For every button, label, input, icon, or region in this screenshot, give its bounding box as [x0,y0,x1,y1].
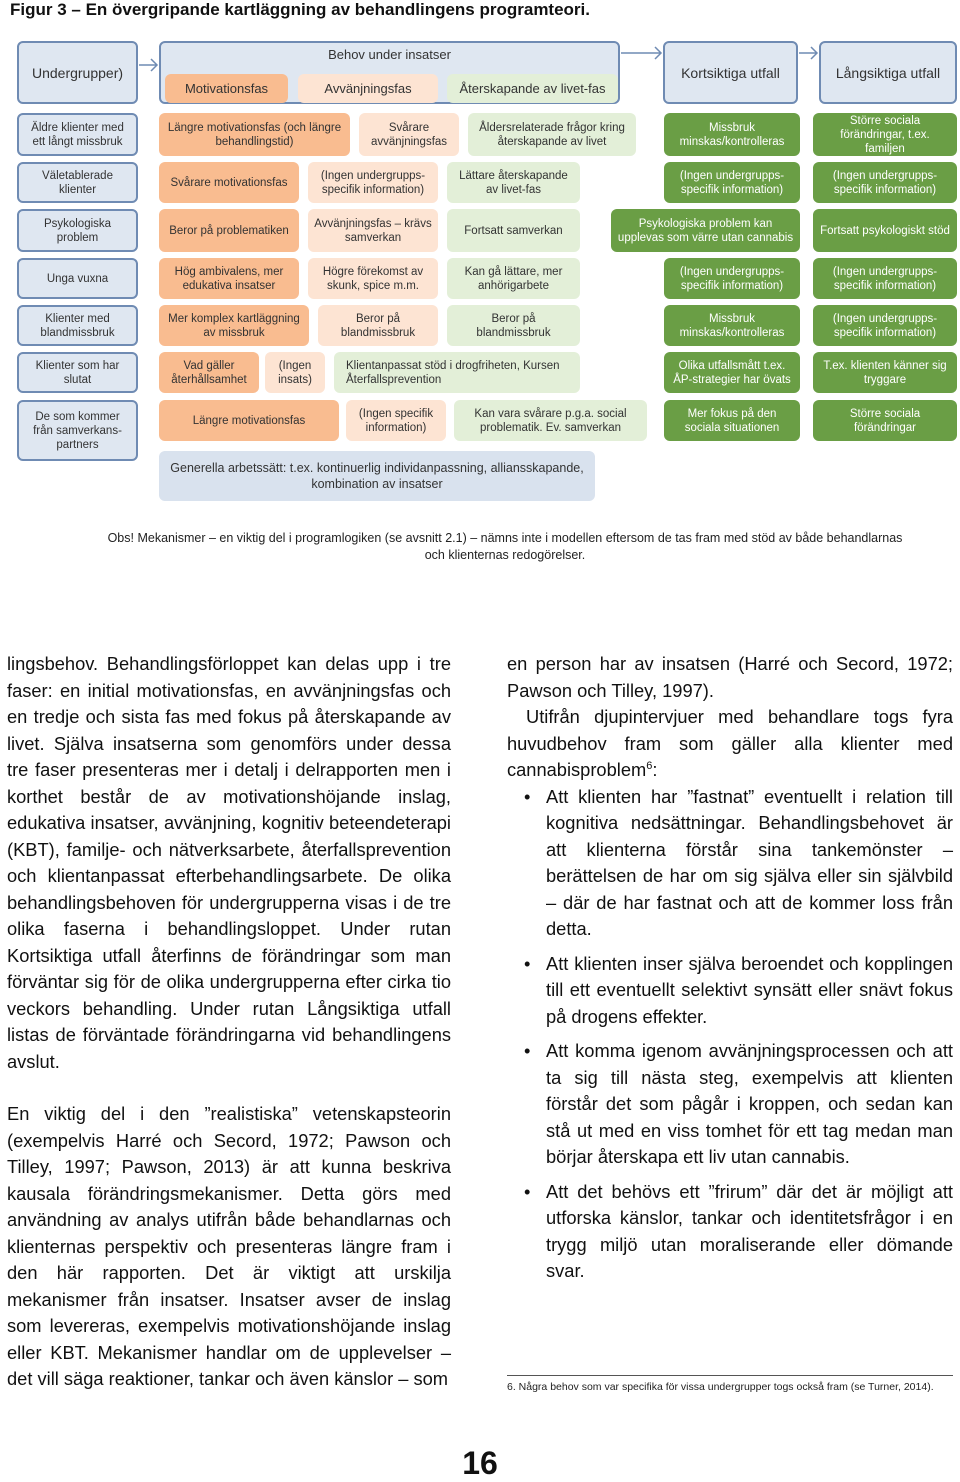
phase1-cell: Vad gäller återhållsamhet [159,352,259,393]
phase1-cell: Längre motivationsfas (och längre behandlingstid) [159,113,350,156]
arrow-icon [798,44,820,62]
footnote-ref: 6 [646,759,653,772]
phase1-cell: Hög ambivalens, mer edukativa insatser [159,258,299,299]
header-phase-rebuild: Återskapande av livet-fas [447,74,618,103]
phase1-cell: Svårare motivationsfas [159,162,299,203]
general-approaches: Generella arbetssätt: t.ex. kontinuerlig individanpassning, alliansskapande, kombination av insatser [159,451,595,501]
short-term-cell: Psykologiska problem kan upplevas som värre utan cannabis [611,209,800,252]
short-term-cell: Missbruk minskas/kontrolleras [664,305,800,346]
phase1-alt-cell: (Ingen insats) [265,352,325,393]
bullet-icon: • [524,1180,531,1202]
arrow-icon [620,44,664,62]
phase2-cell: (Ingen specifik information) [346,400,446,441]
paragraph: en person har av insatsen (Harré och Secord, 1972; Pawson och Tilley, 1997). [507,653,953,701]
paragraph: En viktig del i den ”realistiska” vetenskapsteorin (exempelvis Harré och Secord, 1972; Pawson och Tilley, 1997; Pawson, 2013) är att kunna beskriva kausala förändringsmekanismer. Detta görs med användning av analys utifrån både behandlarnas och klienternas perspektiv och presenteras längre fram i den här rapporten. Det är viktigt att urskilja mekanismer från insatser. Insatser avser de inslag som levereras, exempelvis motivationshöjande inslag eller KBT. Mekanismer handlar om de upplevelser – det vill säga reaktioner, tankar och även känslor – som [7,1103,451,1389]
short-term-cell: Missbruk minskas/kontrolleras [664,113,800,156]
subgroup-cell: Klienter med blandmissbruk [17,305,138,346]
page-number: 16 [462,1445,498,1481]
bullet-icon: • [524,952,531,974]
list-item-text: Att komma igenom avvänjningsprocessen och att ta sig till nästa steg, exempelvis att klienten förstår det som pågår i kroppen, och sedan kan stå ut med en viss tomhet för ett tag medan man börjar återskapa ett liv utan cannabis. [546,1040,953,1167]
phase2-cell: Högre förekomst av skunk, spice m.m. [308,258,438,299]
header-phase-motivation: Motivationsfas [165,74,288,103]
subgroup-cell: Psykologiska problem [17,209,138,252]
long-term-cell: T.ex. klienten känner sig tryggare [813,352,957,393]
subgroup-cell: Äldre klienter med ett långt missbruk [17,113,138,156]
phase23-cell: Klientanpassat stöd i drogfriheten, Kursen Återfallsprevention [334,352,580,393]
paragraph-text: Utifrån djupintervjuer med behandlare togs fyra huvudbehov fram som gäller alla klienter med cannabisproblem [507,706,953,780]
short-term-cell: (Ingen undergrupps-specifik information) [664,162,800,203]
phase2-cell: (Ingen undergrupps-specifik information) [308,162,438,203]
phase3-cell: Fortsatt samverkan [447,209,580,252]
bullet-icon: • [524,1040,531,1061]
right-column [507,651,953,1293]
phase3-cell: Åldersrelaterade frågor kring återskapande av livet [468,113,636,156]
long-term-cell: Fortsatt psykologiskt stöd [813,209,957,252]
list-item-text: Att klienten har ”fastnat” eventuellt i relation till kognitiva nedsättningar. Behandlingsbehovet är att klienterna förstår sina tankemönster – berättelsen de har om sig själva eller sin självbild – där de har fastnat och att de kommer loss från detta. [546,785,953,939]
long-term-cell: (Ingen undergrupps-specifik information) [813,162,957,203]
phase1-cell: Beror på problematiken [159,209,299,252]
long-term-cell: (Ingen undergrupps-specifik information) [813,258,957,299]
long-term-cell: Större sociala förändringar, t.ex. familjen [813,113,957,156]
subgroup-cell: Unga vuxna [17,258,138,299]
long-term-cell: (Ingen undergrupps-specifik information) [813,305,957,346]
phase2-cell: Beror på blandmissbruk [318,305,438,346]
phase3-cell: Kan vara svårare p.g.a. social problematik. Ev. samverkan [454,400,647,441]
list-item [507,1179,953,1285]
paragraph: lingsbehov. Behandlingsförloppet kan delas upp i tre faser: en initial motivationsfas, en avvänjningsfas och en tredje och sista fas med fokus på återskapande av livet. Själva insatserna som genomförs under dessa tre faser presenteras mer i detalj i delrapporten men i korthet består de av motivationshöjande inslag, edukativa insatser, avvänjning, kognitiv beteendeterapi (KBT), familje- och nätverksarbete, återfallsprevention och klientanpassat efterbehandlingsarbete. De olika behandlingsbehoven för undergrupperna visas i de tre olika faserna i behandlingsloppet. Under rutan Kortsiktiga utfall återfinns de förändringar som man förväntar sig för de olika undergrupperna efter cirka tio veckors behandling. Under rutan Långsiktiga utfall listas de förväntade förändringarna vid behandlingens avslut. [7,653,451,1072]
phase1-cell: Längre motivationsfas [159,400,339,441]
paragraph-end: : [652,759,658,780]
left-column [7,651,451,1393]
list-item-text: Att klienten inser själva beroendet och kopplingen till ett eventuellt selektivt synsätt eller snävt fokus på drogens effekter. [546,952,953,1027]
subgroup-cell: De som kommer från samverkans-partners [17,400,138,461]
phase2-cell: Svårare avvänjningsfas [359,113,459,156]
short-term-cell: Mer fokus på den sociala situationen [664,400,800,441]
subgroup-cell: Klienter som har slutat [17,352,138,393]
header-needs: Behov under insatser [328,47,451,62]
header-short-term: Kortsiktiga utfall [663,41,798,104]
phase3-cell: Lättare återskapande av livet-fas [447,162,580,203]
arrow-icon [138,56,160,74]
phase1-cell: Mer komplex kartläggning av missbruk [159,305,309,346]
short-term-cell: Olika utfallsmått t.ex. ÅP-strategier har övats [664,352,800,393]
short-term-cell: (Ingen undergrupps-specifik information) [664,258,800,299]
header-subgroups: Undergrupper) [17,41,138,104]
bullet-icon: • [524,785,531,807]
list-item [507,1038,953,1171]
figure-note: Obs! Mekanismer – en viktig del i programlogiken (se avsnitt 2.1) – nämns inte i modellen eftersom de tas fram med stöd av både behandlarnas och klienternas redogörelser. [107,531,903,562]
needs-list [507,784,953,1285]
paragraph [507,704,953,784]
phase3-cell: Beror på blandmissbruk [447,305,580,346]
subgroup-cell: Väletablerade klienter [17,162,138,203]
phase3-cell: Kan gå lättare, mer anhörigarbete [447,258,580,299]
list-item [507,951,953,1031]
long-term-cell: Större sociala förändringar [813,400,957,441]
header-long-term: Långsiktiga utfall [819,41,957,104]
phase2-cell: Avvänjningsfas – krävs samverkan [308,209,438,252]
figure-title: Figur 3 – En övergripande kartläggning av behandlingens programteori. [10,0,590,19]
list-item [507,784,953,943]
footnote: 6. Några behov som var specifika för vissa undergrupper togs också fram (se Turner, 2014). [507,1381,934,1393]
header-phase-withdrawal: Avvänjningsfas [298,74,438,103]
footnote-divider [507,1375,953,1376]
list-item-text: Att det behövs ett ”frirum” där det är möjligt att utforska känslor, tankar och identitetsfrågor i en trygg miljö utan moraliserande eller dömande svar. [546,1180,953,1281]
